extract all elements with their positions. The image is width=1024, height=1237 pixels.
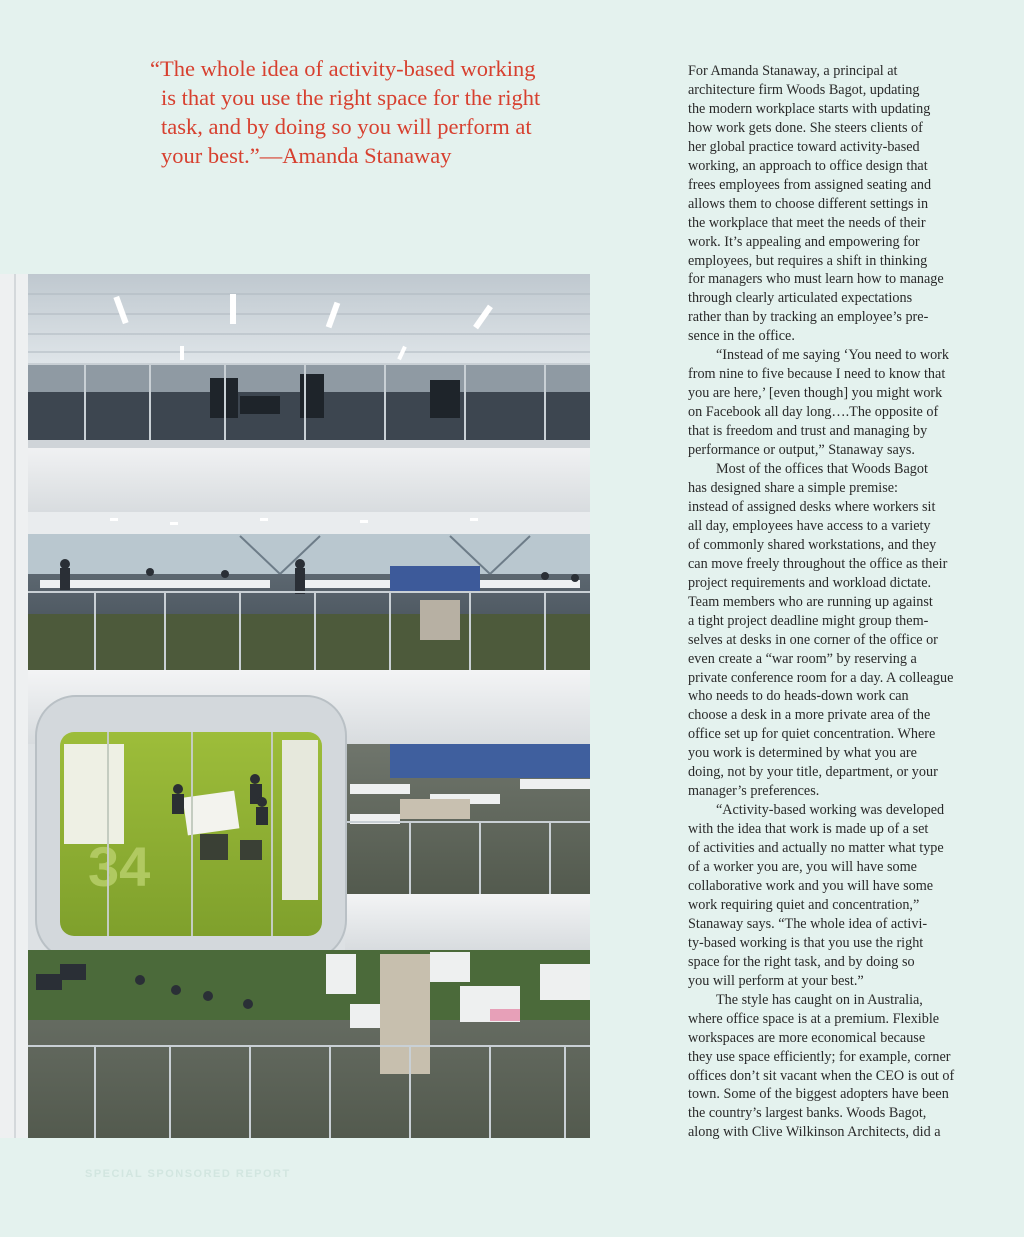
article-line: Stanaway says. “The whole idea of activi- [688, 915, 928, 932]
article-line: selves at desks in one corner of the office or [688, 631, 938, 648]
article-line: Most of the offices that Woods Bagot [716, 461, 928, 478]
article-line: can move freely throughout the office as their [688, 555, 948, 572]
article-line: architecture firm Woods Bagot, updating [688, 81, 920, 98]
article-line: town. Some of the biggest adopters have been [688, 1086, 949, 1103]
article-line: ty-based working is that you use the right [688, 934, 924, 951]
article-line: employees, but requires a shift in thinking [688, 252, 928, 269]
article-line: her global practice toward activity-based [688, 138, 920, 155]
article-line: through clearly articulated expectations [688, 290, 913, 307]
article-line: of commonly shared workstations, and they [688, 536, 937, 553]
article-line: work requiring quiet and concentration,” [688, 896, 920, 913]
article-line: workspaces are more economical because [688, 1029, 926, 1046]
room-number: 34 [88, 835, 151, 898]
article-line: from nine to five because I need to know that [688, 366, 946, 383]
article-line: the modern workplace starts with updating [688, 100, 931, 117]
article-line: performance or output,” Stanaway says. [688, 442, 915, 459]
pull-quote-line: is that you use the right space for the right [161, 85, 541, 110]
article-line: where office space is at a premium. Flexible [688, 1010, 940, 1027]
article-line: space for the right task, and by doing so [688, 953, 915, 970]
article-line: The style has caught on in Australia, [716, 991, 923, 1008]
article-line: project requirements and workload dictate. [688, 574, 932, 591]
article-line: all day, employees have access to a variety [688, 517, 931, 534]
article-line: how work gets done. She steers clients of [688, 119, 923, 136]
article-line: you are here,’ [even though] you might work [688, 385, 943, 402]
article-line: working, an approach to office design that [688, 157, 928, 174]
article-line: manager’s preferences. [688, 783, 820, 800]
article-line: even create a “war room” by reserving a [688, 650, 917, 667]
article-line: “Instead of me saying ‘You need to work [716, 347, 949, 364]
article-line: the country’s largest banks. Woods Bagot, [688, 1105, 927, 1122]
article-line: a tight project deadline might group them- [688, 612, 929, 629]
article-line: For Amanda Stanaway, a principal at [688, 63, 898, 79]
pull-quote-line: “The whole idea of activity-based working [150, 56, 536, 81]
article-line: you will perform at your best.” [688, 972, 864, 989]
pull-quote [150, 54, 600, 170]
article-line: sence in the office. [688, 328, 795, 345]
article-line: allows them to choose different settings in [688, 195, 929, 212]
article-line: instead of assigned desks where workers sit [688, 498, 936, 515]
article-line: private conference room for a day. A colleague [688, 669, 954, 686]
article-line: doing, not by your title, department, or your [688, 764, 938, 781]
article-line: that is freedom and trust and managing by [688, 423, 928, 440]
article-line: offices don’t sit vacant when the CEO is out of [688, 1067, 955, 1084]
article-line: office set up for quiet concentration. Where [688, 726, 936, 743]
article-line: who needs to do heads-down work can [688, 688, 909, 705]
article-line: frees employees from assigned seating and [688, 176, 932, 193]
article-line: on Facebook all day long….The opposite of [688, 404, 939, 421]
article-line: of a worker you are, you will have some [688, 859, 917, 876]
footer-label: SPECIAL SPONSORED REPORT [85, 1168, 291, 1180]
article-line: “Activity-based working was developed [716, 802, 945, 819]
pull-quote-line: task, and by doing so you will perform at [161, 114, 532, 139]
office-photo [0, 274, 590, 1138]
article-line: choose a desk in a more private area of the [688, 707, 931, 724]
article-line: work. It’s appealing and empowering for [688, 233, 920, 250]
article-line: rather than by tracking an employee’s pre- [688, 309, 929, 326]
article-body [688, 62, 978, 1142]
article-line: the workplace that meet the needs of their [688, 214, 926, 231]
article-line: for managers who must learn how to manage [688, 271, 944, 288]
article-line: of activities and actually no matter what type [688, 840, 944, 857]
article-line: you work is determined by what you are [688, 745, 917, 762]
pull-quote-line: your best.”—Amanda Stanaway [161, 143, 452, 168]
article-line: collaborative work and you will have some [688, 877, 934, 894]
article-line: has designed share a simple premise: [688, 479, 898, 496]
article-line: along with Clive Wilkinson Architects, did a [688, 1124, 941, 1141]
article-line: they use space efficiently; for example, corner [688, 1048, 951, 1065]
article-line: with the idea that work is made up of a set [688, 821, 929, 838]
article-line: Team members who are running up against [688, 593, 933, 610]
